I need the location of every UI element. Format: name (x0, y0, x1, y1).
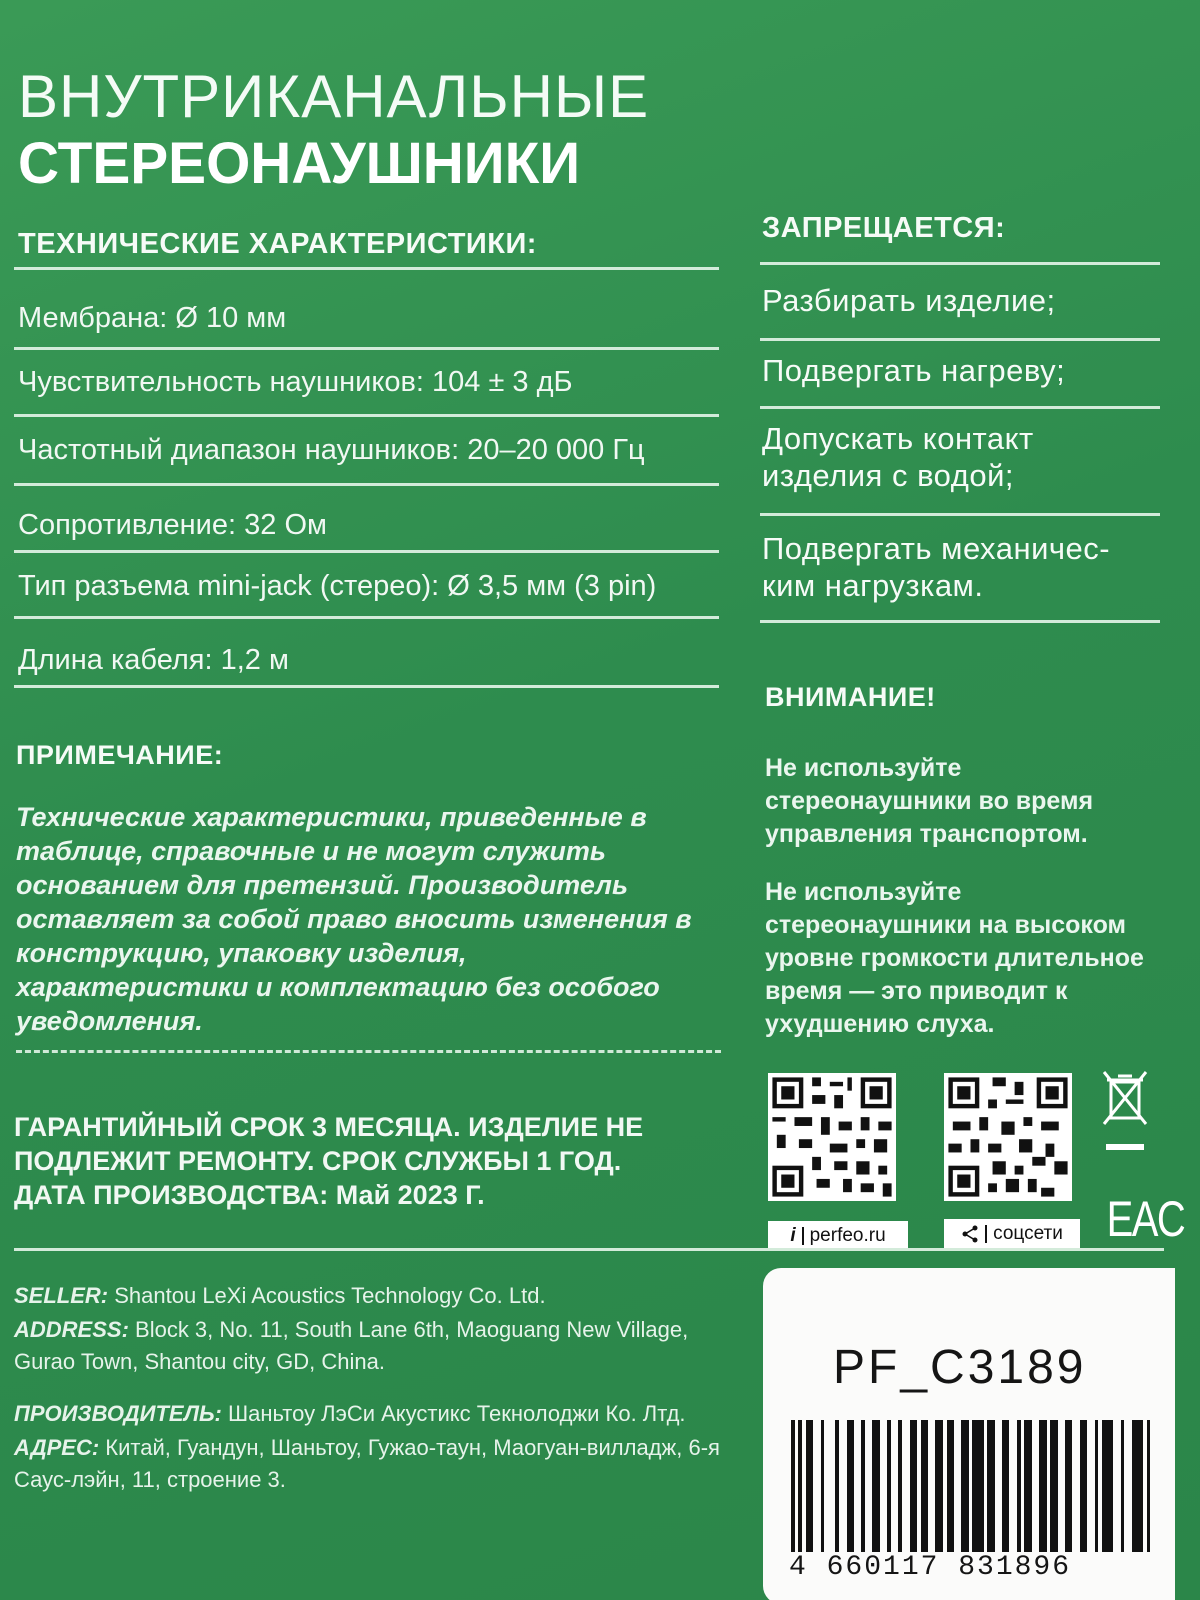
warning-heading: ВНИМАНИЕ! (765, 682, 936, 712)
sku-code: PF_C3189 (833, 1341, 1087, 1394)
dashed-divider (16, 1050, 721, 1053)
divider (760, 338, 1160, 341)
forbidden-heading: ЗАПРЕЩАЕТСЯ: (762, 212, 1006, 244)
qr-code-site[interactable] (768, 1073, 896, 1201)
address-label: ADDRESS: (14, 1317, 129, 1342)
forbidden-item: Разбирать изделие; (762, 283, 1056, 318)
share-icon (961, 1225, 979, 1243)
qr-site-caption[interactable] (768, 1221, 908, 1251)
warranty-block (14, 1110, 714, 1212)
separator (985, 1225, 987, 1243)
address-value: Block 3, No. 11, South Lane 6th, Maoguang New Village, Gurao Town, Shantou city, GD, China. (14, 1317, 689, 1374)
divider (14, 550, 719, 553)
barcode-digits: 4 660117 831896 (789, 1552, 1072, 1583)
adres-label: АДРЕС: (14, 1435, 100, 1460)
title-line-1: ВНУТРИКАНАЛЬНЫЕ (18, 63, 650, 130)
divider (14, 483, 719, 486)
manufacturer-value: Шаньтоу ЛэСи Акустикс Текнолоджи Ко. Лтд. (221, 1401, 686, 1426)
note-text: Технические характеристики, приведенные в таблице, справочные и не могут служить основанием для претензий. Производитель оставляет за собой право вносить изменения в конструкцию, упаковку изделия, характеристики и комплектацию без особого уведомления. (16, 802, 692, 1036)
specs-heading: ТЕХНИЧЕСКИЕ ХАРАКТЕРИСТИКИ: (18, 228, 537, 260)
spec-sensitivity: Чувствительность наушников: 104 ± 3 дБ (18, 366, 573, 398)
spec-connector: Тип разъема mini-jack (стерео): Ø 3,5 мм (3 pin) (18, 570, 657, 602)
manufacturer-info (14, 1398, 734, 1430)
weee-bin-icon (1100, 1068, 1150, 1168)
qr-icon (944, 1073, 1072, 1201)
site-link[interactable]: perfeo.ru (809, 1225, 886, 1246)
divider (14, 414, 719, 417)
seller-label: SELLER: (14, 1283, 109, 1308)
title-line-2: СТЕРЕОНАУШНИКИ (18, 131, 581, 196)
spec-impedance: Сопротивление: 32 Ом (18, 509, 327, 541)
forbidden-item: Допускать контакт изделия с водой; (762, 421, 1034, 493)
qr-code-social[interactable] (944, 1073, 1072, 1201)
adres-info (14, 1432, 734, 1496)
qr-social-caption[interactable] (944, 1219, 1080, 1249)
warning-text-2: Не используйте стереонаушники на высоком уровне громкости длительное время — это приводит к ухудшению слуха. (765, 878, 1144, 1038)
barcode-bar (1147, 1420, 1151, 1552)
separator (802, 1227, 804, 1245)
spec-membrane: Мембрана: Ø 10 мм (18, 302, 287, 334)
manufacturer-label: ПРОИЗВОДИТЕЛЬ: (14, 1401, 222, 1426)
eac-mark: EAC (1106, 1191, 1185, 1247)
sku-sticker (763, 1268, 1175, 1600)
divider (14, 267, 719, 270)
production-date: ДАТА ПРОИЗВОДСТВА: Май 2023 Г. (14, 1180, 485, 1210)
adres-value: Китай, Гуандун, Шаньтоу, Гужао-таун, Маогуан-вилладж, 6-я Саус-лэйн, 11, строение 3. (14, 1435, 720, 1492)
qr-icon (768, 1073, 896, 1201)
info-icon: i (790, 1225, 796, 1246)
divider (760, 513, 1160, 516)
warning-text-1: Не используйте стереонаушники во время управления транспортом. (765, 754, 1094, 848)
spec-cable-length: Длина кабеля: 1,2 м (18, 644, 289, 676)
forbidden-item: Подвергать нагреву; (762, 353, 1066, 388)
social-link[interactable]: соцсети (993, 1223, 1063, 1244)
divider (14, 347, 719, 350)
spec-frequency: Частотный диапазон наушников: 20–20 000 Гц (18, 434, 645, 466)
divider (760, 620, 1160, 623)
seller-value: Shantou LeXi Acoustics Technology Co. Ltd. (108, 1283, 546, 1308)
divider (760, 406, 1160, 409)
divider (14, 685, 719, 688)
note-heading: ПРИМЕЧАНИЕ: (16, 740, 224, 770)
barcode (791, 1420, 1151, 1552)
forbidden-item: Подвергать механичес-ким нагрузкам. (762, 531, 1111, 603)
divider (760, 262, 1160, 265)
address-info (14, 1314, 734, 1378)
divider (14, 616, 719, 619)
divider (14, 1248, 1164, 1251)
warranty-line: ГАРАНТИЙНЫЙ СРОК 3 МЕСЯЦА. ИЗДЕЛИЕ НЕ (14, 1112, 644, 1142)
seller-info (14, 1280, 734, 1312)
warranty-line: ПОДЛЕЖИТ РЕМОНТУ. СРОК СЛУЖБЫ 1 ГОД. (14, 1146, 622, 1176)
